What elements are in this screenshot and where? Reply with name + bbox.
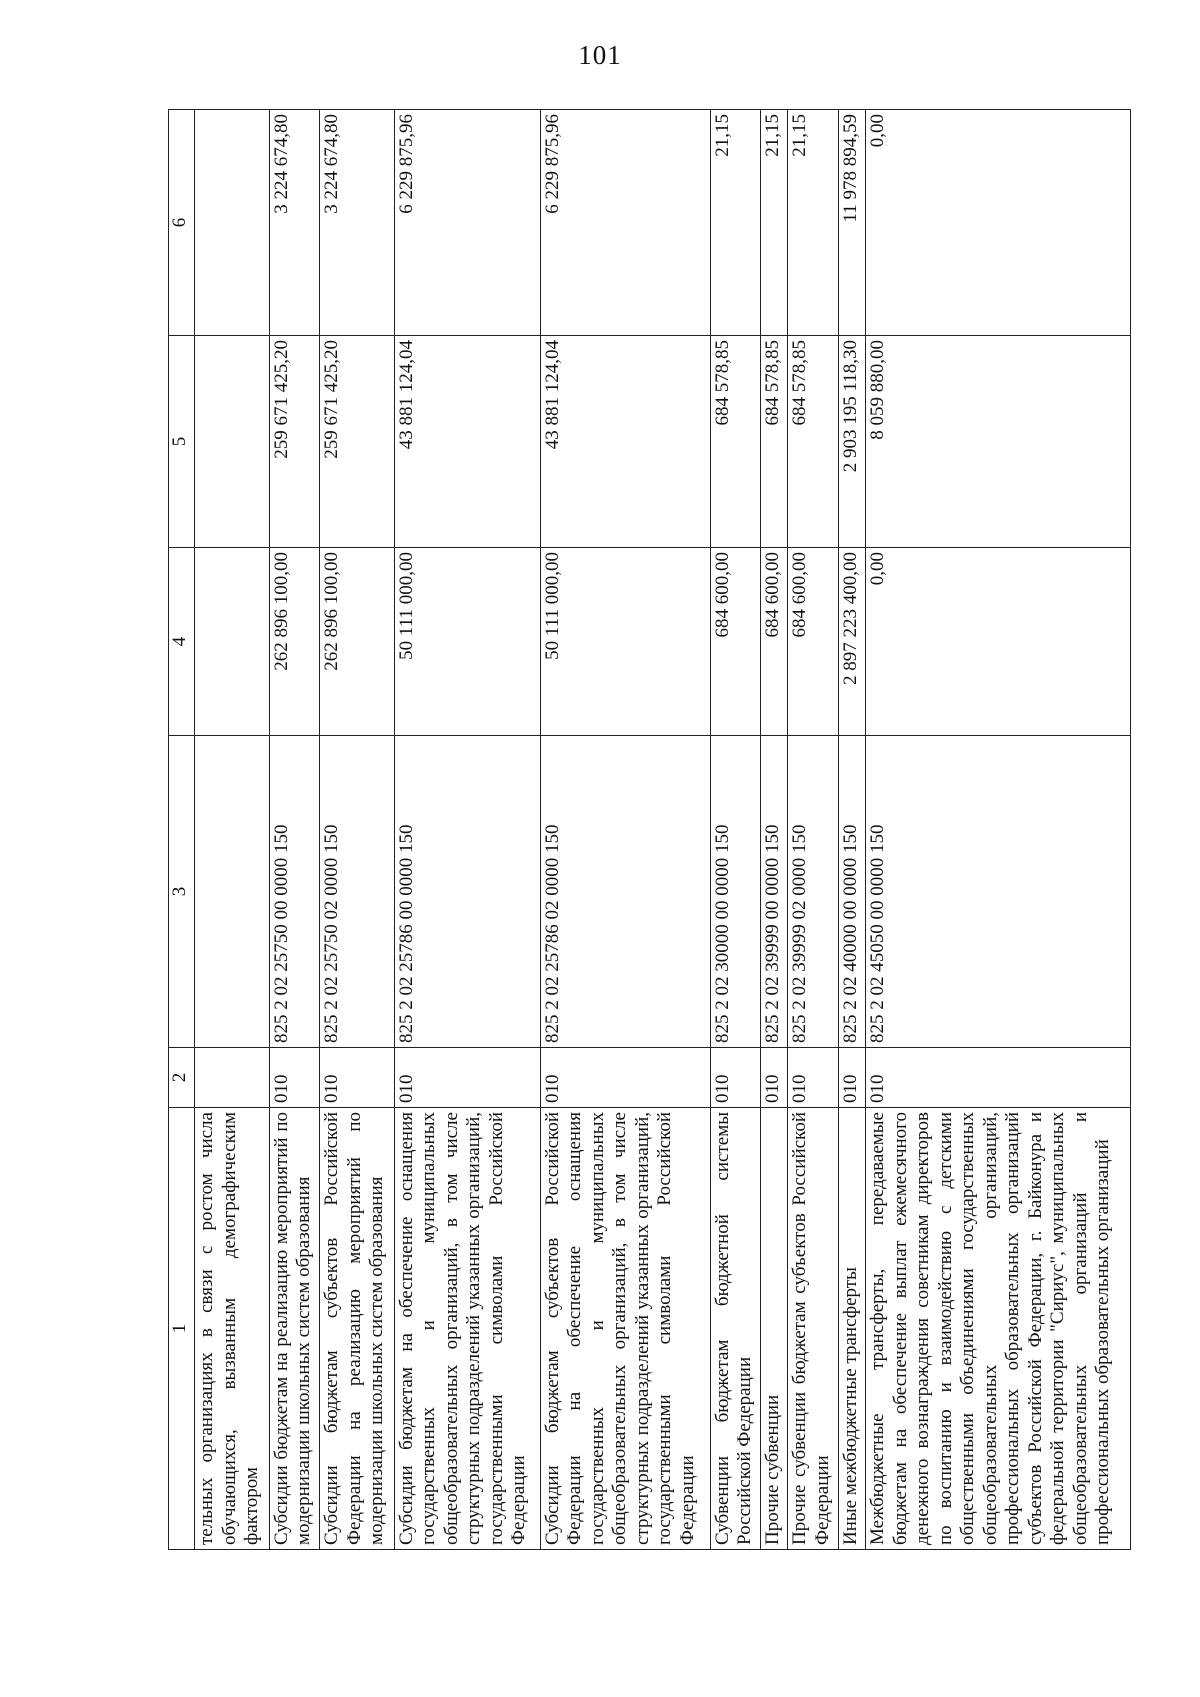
row-name: Прочие субвенции bbox=[761, 1108, 788, 1550]
row-name: Межбюджетные трансферты, передаваемые бюджетам на обеспечение выплат ежемесячного денежного вознаграждения советникам директоров по воспитанию и взаимодействию с детскими общественными объединениями государственных общеобразовательных организаций, профессиональных образовательных организаций субъектов Российской Федерации, г. Байконура и федеральной территории "Сириус", муниципальных общеобразовательных организаций и профессиональных образовательных организаций bbox=[866, 1108, 1131, 1550]
header-row bbox=[169, 110, 195, 1550]
row-fact: 8 059 880,00 bbox=[866, 336, 1131, 548]
row-code: 010 bbox=[394, 1048, 540, 1108]
row-difference: 21,15 bbox=[710, 110, 761, 336]
row-name: Субсидии бюджетам на обеспечение оснащения государственных и муниципальных общеобразовательных организаций, в том числе структурных подразделений указанных организаций, государственными символами Российской Федерации bbox=[394, 1108, 540, 1550]
row-kbk: 825 2 02 40000 00 0000 150 bbox=[839, 736, 866, 1048]
row-difference: 6 229 875,96 bbox=[540, 110, 710, 336]
row-fact: 43 881 124,04 bbox=[540, 336, 710, 548]
row-kbk: 825 2 02 25786 00 0000 150 bbox=[394, 736, 540, 1048]
row-code: 010 bbox=[866, 1048, 1131, 1108]
row-kbk: 825 2 02 30000 00 0000 150 bbox=[710, 736, 761, 1048]
row-fact: 43 881 124,04 bbox=[394, 336, 540, 548]
row-fact: 684 578,85 bbox=[761, 336, 788, 548]
row-plan: 262 896 100,00 bbox=[269, 548, 320, 736]
table-row bbox=[710, 110, 761, 1550]
row-code: 010 bbox=[320, 1048, 395, 1108]
table-row bbox=[540, 110, 710, 1550]
row-plan: 262 896 100,00 bbox=[320, 548, 395, 736]
page-number: 101 bbox=[578, 40, 622, 70]
row-code: 010 bbox=[540, 1048, 710, 1108]
table-row bbox=[761, 110, 788, 1550]
row-fact: 259 671 425,20 bbox=[320, 336, 395, 548]
row-plan: 50 111 000,00 bbox=[540, 548, 710, 736]
column-header-4: 4 bbox=[169, 548, 195, 736]
row-plan: 2 897 223 400,00 bbox=[839, 548, 866, 736]
row-kbk: 825 2 02 25750 00 0000 150 bbox=[269, 736, 320, 1048]
row-difference: 0,00 bbox=[866, 110, 1131, 336]
row-difference: 6 229 875,96 bbox=[394, 110, 540, 336]
row-plan: 684 600,00 bbox=[710, 548, 761, 736]
table-row bbox=[394, 110, 540, 1550]
column-header-5: 5 bbox=[169, 336, 195, 548]
table-row bbox=[195, 110, 270, 1550]
row-fact: 2 903 195 118,30 bbox=[839, 336, 866, 548]
row-fact bbox=[195, 336, 270, 548]
row-name: Субсидии бюджетам субъектов Российской Федерации на реализацию мероприятий по модернизации школьных систем образования bbox=[320, 1108, 395, 1550]
table-row bbox=[866, 110, 1131, 1550]
row-name: Субсидии бюджетам на реализацию мероприятий по модернизации школьных систем образования bbox=[269, 1108, 320, 1550]
column-header-6: 6 bbox=[169, 110, 195, 336]
row-plan: 0,00 bbox=[866, 548, 1131, 736]
row-kbk: 825 2 02 39999 00 0000 150 bbox=[761, 736, 788, 1048]
row-code: 010 bbox=[761, 1048, 788, 1108]
row-name: тельных организациях в связи с ростом числа обучающихся, вызванным демографическим фактором bbox=[195, 1108, 270, 1550]
row-plan bbox=[195, 548, 270, 736]
row-fact: 684 578,85 bbox=[788, 336, 839, 548]
row-kbk: 825 2 02 25750 02 0000 150 bbox=[320, 736, 395, 1048]
row-code: 010 bbox=[710, 1048, 761, 1108]
row-code: 010 bbox=[788, 1048, 839, 1108]
row-name: Иные межбюджетные трансферты bbox=[839, 1108, 866, 1550]
row-fact: 259 671 425,20 bbox=[269, 336, 320, 548]
row-plan: 684 600,00 bbox=[761, 548, 788, 736]
table-row bbox=[269, 110, 320, 1550]
row-kbk bbox=[195, 736, 270, 1048]
budget-table bbox=[168, 109, 1131, 1550]
row-kbk: 825 2 02 25786 02 0000 150 bbox=[540, 736, 710, 1048]
row-name: Субсидии бюджетам субъектов Российской Федерации на обеспечение оснащения государственных и муниципальных общеобразовательных организаций, в том числе структурных подразделений указанных организаций, государственными символами Российской Федерации bbox=[540, 1108, 710, 1550]
row-code: 010 bbox=[269, 1048, 320, 1108]
row-plan: 684 600,00 bbox=[788, 548, 839, 736]
table-row bbox=[839, 110, 866, 1550]
row-code bbox=[195, 1048, 270, 1108]
table-row bbox=[788, 110, 839, 1550]
row-kbk: 825 2 02 45050 00 0000 150 bbox=[866, 736, 1131, 1048]
row-difference: 21,15 bbox=[788, 110, 839, 336]
row-difference bbox=[195, 110, 270, 336]
row-fact: 684 578,85 bbox=[710, 336, 761, 548]
row-name: Прочие субвенции бюджетам субъектов Российской Федерации bbox=[788, 1108, 839, 1550]
column-header-2: 2 bbox=[169, 1048, 195, 1108]
row-code: 010 bbox=[839, 1048, 866, 1108]
row-difference: 21,15 bbox=[761, 110, 788, 336]
row-kbk: 825 2 02 39999 02 0000 150 bbox=[788, 736, 839, 1048]
row-difference: 11 978 894,59 bbox=[839, 110, 866, 336]
table-row bbox=[320, 110, 395, 1550]
row-difference: 3 224 674,80 bbox=[269, 110, 320, 336]
table-wrapper bbox=[168, 110, 1131, 1550]
row-difference: 3 224 674,80 bbox=[320, 110, 395, 336]
column-header-3: 3 bbox=[169, 736, 195, 1048]
column-header-1: 1 bbox=[169, 1108, 195, 1550]
row-name: Субвенции бюджетам бюджетной системы Российской Федерации bbox=[710, 1108, 761, 1550]
row-plan: 50 111 000,00 bbox=[394, 548, 540, 736]
